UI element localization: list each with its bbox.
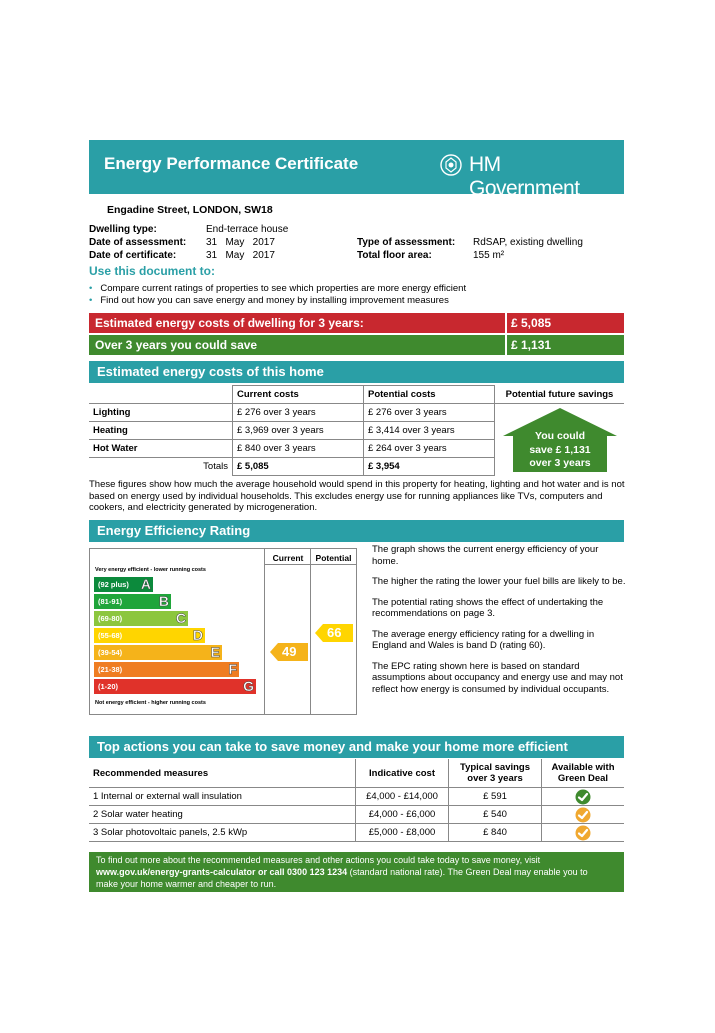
band-range: (92 plus) xyxy=(98,580,129,589)
actions-header: Top actions you can take to save money and make your home more efficient xyxy=(89,736,624,758)
est-costs-table xyxy=(89,385,624,476)
rating-band-g xyxy=(94,679,256,694)
table-row: 2 Solar water heating £4,000 - £6,000 £ 540 xyxy=(89,806,624,824)
band-letter: E xyxy=(210,644,220,660)
est-costs-note: These figures show how much the average household would spend in this property for heating, lighting and hot water and is not based on energy used by individual households. This excludes energy use for running appliances like TVs, computers and cookers, and electricity generated by microgeneration. xyxy=(89,479,625,513)
date-certificate-label: Date of certificate: xyxy=(89,250,177,261)
floor-area-value: 155 m² xyxy=(473,250,505,261)
eer-chart xyxy=(89,548,357,715)
savings-line-2: save £ 1,131 xyxy=(529,443,591,456)
est-costs-header: Estimated energy costs of this home xyxy=(89,361,624,383)
totals-label: Totals xyxy=(89,458,233,476)
type-assessment-label: Type of assessment: xyxy=(357,237,456,248)
band-range: (39-54) xyxy=(98,648,123,657)
col-current-label: Current xyxy=(272,553,304,563)
orange-tick-icon xyxy=(575,827,591,838)
potential-rating: 66 xyxy=(327,625,342,640)
col-potential-label: Potential xyxy=(315,553,352,563)
actions-footer: To find out more about the recommended measures and other actions you could take today to save money, visit www.gov.uk/energy-grants-calculator or call 0300 123 1234 (standard national rate). The Green Deal may enable you to make your home warmer and cheaper to run. xyxy=(89,852,624,892)
header-green-deal: Available with Green Deal xyxy=(542,759,625,788)
orange-tick-icon xyxy=(575,809,591,820)
hm-government-text: HM Government xyxy=(469,153,580,200)
band-letter: F xyxy=(228,661,237,677)
date-assessment-value: 31 May 2017 xyxy=(206,237,275,248)
rating-band-b xyxy=(94,594,171,609)
rating-band-c xyxy=(94,611,188,626)
savings-value: £ 1,131 xyxy=(511,338,552,352)
green-tick-icon xyxy=(575,791,591,802)
rating-band-d xyxy=(94,628,205,643)
band-range: (1-20) xyxy=(98,682,119,691)
use-doc-bullet: • Find out how you can save energy and money by installing improvement measures xyxy=(89,295,449,306)
date-certificate-value: 31 May 2017 xyxy=(206,250,275,261)
certificate-title: Energy Performance Certificate xyxy=(104,154,359,173)
band-letter: C xyxy=(175,610,186,626)
header-potential-costs: Potential costs xyxy=(364,386,495,404)
savings-label: Over 3 years you could save xyxy=(95,338,258,352)
rating-band-a xyxy=(94,577,153,592)
estimated-costs-banner xyxy=(89,313,624,333)
potential-rating-arrow xyxy=(315,624,353,642)
rating-band-f xyxy=(94,662,239,677)
current-rating-arrow xyxy=(270,643,308,661)
property-address: Engadine Street, LONDON, SW18 xyxy=(107,204,273,216)
type-assessment-value: RdSAP, existing dwelling xyxy=(473,237,583,248)
dwelling-type-label: Dwelling type: xyxy=(89,224,157,235)
table-row: Hot Water £ 840 over 3 years £ 264 over 3 years xyxy=(89,440,624,458)
current-rating: 49 xyxy=(282,644,297,659)
table-row: Heating £ 3,969 over 3 years £ 3,414 over 3 years xyxy=(89,422,624,440)
band-letter: D xyxy=(192,627,203,643)
floor-area-label: Total floor area: xyxy=(357,250,432,261)
savings-house-cell xyxy=(495,404,625,476)
use-doc-title: Use this document to: xyxy=(89,264,216,278)
estimated-costs-label: Estimated energy costs of dwelling for 3 years: xyxy=(95,316,364,330)
total-current: £ 5,085 xyxy=(233,458,364,476)
certificate-header xyxy=(89,140,624,200)
date-assessment-label: Date of assessment: xyxy=(89,237,187,248)
rating-band-e xyxy=(94,645,222,660)
table-row: 1 Internal or external wall insulation £4,000 - £14,000 £ 591 xyxy=(89,788,624,806)
actions-table xyxy=(89,759,624,842)
header-future-savings: Potential future savings xyxy=(495,386,625,404)
band-range: (21-38) xyxy=(98,665,123,674)
hm-government-logo xyxy=(439,151,614,200)
footer-line-3: make your home warmer and cheaper to run. xyxy=(96,879,277,889)
eer-header: Energy Efficiency Rating xyxy=(89,520,624,542)
savings-banner xyxy=(89,335,624,355)
band-range: (81-91) xyxy=(98,597,123,606)
eer-top-note: Very energy efficient - lower running costs xyxy=(95,567,206,573)
dwelling-type-value: End-terrace house xyxy=(206,224,289,235)
royal-crest-icon xyxy=(439,153,463,177)
band-range: (69-80) xyxy=(98,614,123,623)
header-measures: Recommended measures xyxy=(89,759,356,788)
savings-line-1: You could xyxy=(535,430,585,442)
table-row: Lighting £ 276 over 3 years £ 276 over 3 years You could save £ 1,131 over 3 years xyxy=(89,404,624,422)
savings-line-3: over 3 years xyxy=(529,457,591,469)
footer-line-1: To find out more about the recommended measures and other actions you could take today to save money, visit xyxy=(96,855,541,865)
table-row: 3 Solar photovoltaic panels, 2.5 kWp £5,000 - £8,000 £ 840 xyxy=(89,824,624,842)
band-range: (55-68) xyxy=(98,631,123,640)
footer-link: www.gov.uk/energy-grants-calculator or call 0300 123 1234 xyxy=(96,867,348,877)
band-letter: A xyxy=(140,576,151,592)
band-letter: G xyxy=(243,678,254,694)
total-potential: £ 3,954 xyxy=(364,458,495,476)
header-savings: Typical savings over 3 years xyxy=(449,759,542,788)
estimated-costs-value: £ 5,085 xyxy=(511,316,552,330)
eer-bottom-note: Not energy efficient - higher running costs xyxy=(95,700,206,706)
eer-explanation: The graph shows the current energy efficiency of your home. The higher the rating the lower your fuel bills are likely to be. The potential rating shows the effect of undertaking the recommendations on page 3. The average energy efficiency rating for a dwelling in England and Wales is band D (rating 60). The EPC rating shown here is based on standard assumptions about occupancy and energy use and may not reflect how energy is consumed by individual occupants. xyxy=(372,544,626,695)
header-cost: Indicative cost xyxy=(356,759,449,788)
use-doc-bullet: • Compare current ratings of properties to see which properties are more energy efficient xyxy=(89,283,467,294)
header-current-costs: Current costs xyxy=(233,386,364,404)
band-letter: B xyxy=(158,593,169,609)
